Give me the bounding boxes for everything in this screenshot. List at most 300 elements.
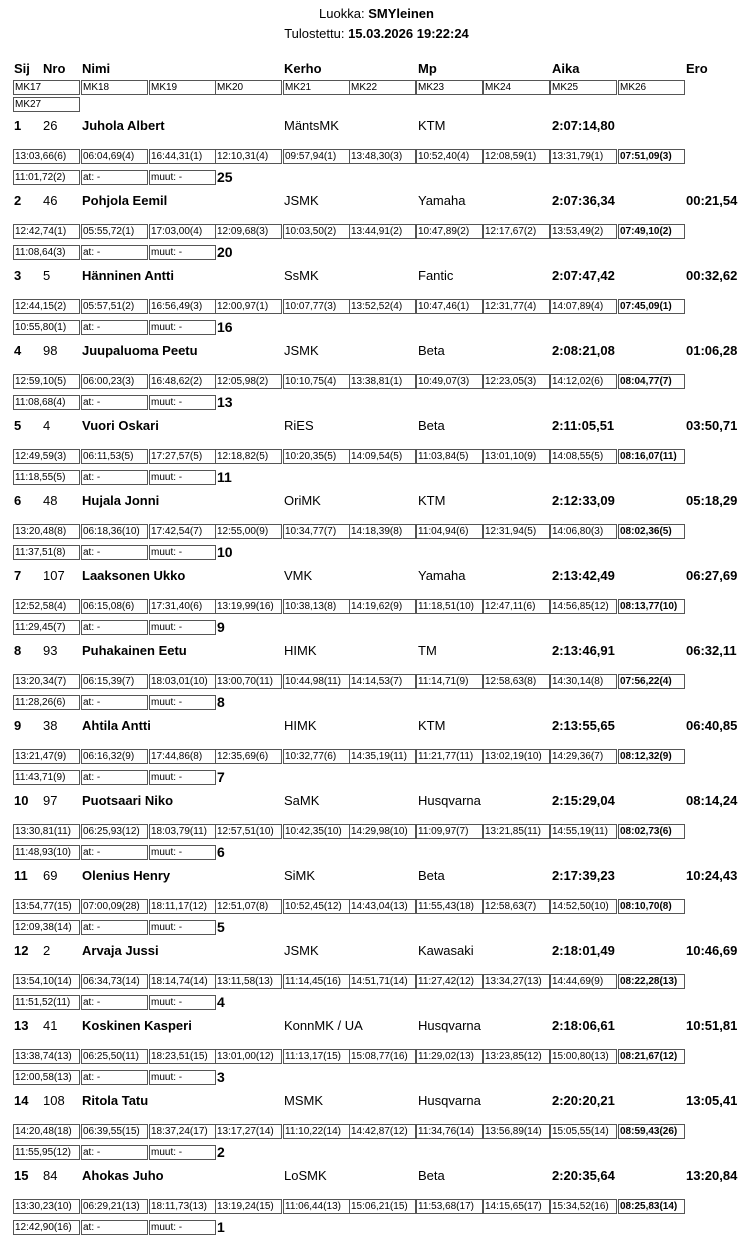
- muut-box: muut: -: [149, 1070, 216, 1085]
- row-gap: 03:50,71: [686, 418, 738, 433]
- lap-time: 10:44,98(11): [283, 674, 350, 689]
- row-gap: 08:14,24: [686, 793, 738, 808]
- lap-time: 14:30,14(8): [550, 674, 617, 689]
- lap-time: 06:18,36(10): [81, 524, 148, 539]
- lap-time: 14:44,69(9): [550, 974, 617, 989]
- lap-time: 14:52,50(10): [550, 899, 617, 914]
- row-name: Olenius Henry: [82, 868, 171, 883]
- muut-box: muut: -: [149, 320, 216, 335]
- row-name: Arvaja Jussi: [82, 943, 159, 958]
- row-points: 16: [217, 319, 233, 335]
- row-name: Pohjola Eemil: [82, 193, 168, 208]
- row-pos: 4: [14, 343, 22, 358]
- row-time: 2:18:06,61: [552, 1018, 615, 1033]
- lap-time: 13:19,24(15): [215, 1199, 282, 1214]
- row-points: 11: [217, 469, 232, 485]
- lap-time: 13:20,34(7): [13, 674, 80, 689]
- lap-time: 18:11,73(13): [149, 1199, 216, 1214]
- lap-time: 06:25,50(11): [81, 1049, 148, 1064]
- lap-time: 10:52,40(4): [416, 149, 483, 164]
- lap-time: 12:23,05(3): [483, 374, 550, 389]
- lap-time: 14:51,71(14): [349, 974, 416, 989]
- lap-header: MK19: [149, 80, 216, 95]
- row-pos: 12: [14, 943, 29, 958]
- lap-time: 11:55,95(12): [13, 1145, 80, 1160]
- lap-time: 13:19,99(16): [215, 599, 282, 614]
- lap-time: 12:09,38(14): [13, 920, 80, 935]
- row-points: 10: [217, 544, 233, 560]
- lap-time: 08:25,83(14): [618, 1199, 685, 1214]
- lap-time: 10:55,80(1): [13, 320, 80, 335]
- lap-time: 14:06,80(3): [550, 524, 617, 539]
- lap-time: 11:14,71(9): [416, 674, 483, 689]
- lap-time: 13:38,81(1): [349, 374, 416, 389]
- muut-box: muut: -: [149, 245, 216, 260]
- lap-time: 08:22,28(13): [618, 974, 685, 989]
- lap-time: 07:49,10(2): [618, 224, 685, 239]
- lap-time: 12:58,63(8): [483, 674, 550, 689]
- lap-time: 12:31,94(5): [483, 524, 550, 539]
- lap-time: 15:06,21(15): [349, 1199, 416, 1214]
- at-box: at: -: [81, 170, 148, 185]
- lap-time: 15:08,77(16): [349, 1049, 416, 1064]
- lap-header: MK24: [483, 80, 550, 95]
- muut-box: muut: -: [149, 1145, 216, 1160]
- lap-time: 12:09,68(3): [215, 224, 282, 239]
- lap-time: 10:42,35(10): [283, 824, 350, 839]
- lap-time: 06:25,93(12): [81, 824, 148, 839]
- lap-time: 12:55,00(9): [215, 524, 282, 539]
- row-name: Puhakainen Eetu: [82, 643, 187, 658]
- lap-time: 18:03,01(10): [149, 674, 216, 689]
- row-bike: Beta: [418, 868, 445, 883]
- row-points: 8: [217, 694, 225, 710]
- row-points: 2: [217, 1144, 225, 1160]
- at-box: at: -: [81, 245, 148, 260]
- lap-time: 17:27,57(5): [149, 449, 216, 464]
- row-gap: 10:51,81: [686, 1018, 738, 1033]
- lap-time: 17:44,86(8): [149, 749, 216, 764]
- lap-time: 10:38,13(8): [283, 599, 350, 614]
- lap-header: MK22: [349, 80, 416, 95]
- row-bike: Beta: [418, 418, 445, 433]
- lap-time: 11:29,45(7): [13, 620, 80, 635]
- lap-time: 14:55,19(11): [550, 824, 617, 839]
- lap-time: 13:01,10(9): [483, 449, 550, 464]
- lap-time: 05:57,51(2): [81, 299, 148, 314]
- row-club: SiMK: [284, 868, 316, 883]
- lap-time: 14:18,39(8): [349, 524, 416, 539]
- lap-time: 13:48,30(3): [349, 149, 416, 164]
- lap-time: 06:11,53(5): [81, 449, 148, 464]
- row-time: 2:13:42,49: [552, 568, 615, 583]
- row-name: Juupaluoma Peetu: [82, 343, 198, 358]
- row-time: 2:07:36,34: [552, 193, 615, 208]
- lap-time: 11:34,76(14): [416, 1124, 483, 1139]
- lap-time: 11:13,17(15): [283, 1049, 350, 1064]
- lap-time: 14:29,36(7): [550, 749, 617, 764]
- col-pos: Sij: [14, 61, 30, 76]
- lap-time: 11:14,45(16): [283, 974, 350, 989]
- lap-time: 13:21,47(9): [13, 749, 80, 764]
- row-time: 2:18:01,49: [552, 943, 615, 958]
- printed-label: Tulostettu:: [284, 26, 345, 41]
- lap-time: 12:51,07(8): [215, 899, 282, 914]
- row-name: Hänninen Antti: [82, 268, 174, 283]
- row-club: RiES: [284, 418, 314, 433]
- lap-time: 10:49,07(3): [416, 374, 483, 389]
- row-club: MäntsMK: [284, 118, 339, 133]
- row-pos: 5: [14, 418, 22, 433]
- muut-box: muut: -: [149, 395, 216, 410]
- row-gap: 13:20,84: [686, 1168, 738, 1183]
- row-num: 84: [43, 1168, 58, 1183]
- lap-time: 08:12,32(9): [618, 749, 685, 764]
- lap-time: 12:35,69(6): [215, 749, 282, 764]
- lap-time: 13:03,66(6): [13, 149, 80, 164]
- lap-time: 15:05,55(14): [550, 1124, 617, 1139]
- at-box: at: -: [81, 920, 148, 935]
- muut-box: muut: -: [149, 170, 216, 185]
- lap-time: 12:17,67(2): [483, 224, 550, 239]
- row-name: Laaksonen Ukko: [82, 568, 186, 583]
- lap-time: 13:23,85(12): [483, 1049, 550, 1064]
- muut-box: muut: -: [149, 1220, 216, 1235]
- row-time: 2:13:55,65: [552, 718, 615, 733]
- lap-time: 11:01,72(2): [13, 170, 80, 185]
- lap-time: 16:44,31(1): [149, 149, 216, 164]
- row-num: 2: [43, 943, 51, 958]
- row-gap: 06:27,69: [686, 568, 738, 583]
- lap-time: 06:29,21(13): [81, 1199, 148, 1214]
- row-time: 2:20:20,21: [552, 1093, 615, 1108]
- at-box: at: -: [81, 545, 148, 560]
- lap-time: 12:47,11(6): [483, 599, 550, 614]
- at-box: at: -: [81, 770, 148, 785]
- at-box: at: -: [81, 695, 148, 710]
- lap-time: 14:08,55(5): [550, 449, 617, 464]
- row-points: 4: [217, 994, 225, 1010]
- row-num: 26: [43, 118, 58, 133]
- row-bike: TM: [418, 643, 437, 658]
- row-time: 2:07:47,42: [552, 268, 615, 283]
- row-num: 4: [43, 418, 51, 433]
- row-points: 6: [217, 844, 225, 860]
- at-box: at: -: [81, 845, 148, 860]
- row-club: HIMK: [284, 718, 317, 733]
- row-num: 107: [43, 568, 65, 583]
- lap-time: 18:11,17(12): [149, 899, 216, 914]
- lap-time: 12:00,58(13): [13, 1070, 80, 1085]
- class-line: [0, 6, 753, 21]
- lap-time: 13:21,85(11): [483, 824, 550, 839]
- lap-time: 07:51,09(3): [618, 149, 685, 164]
- lap-time: 15:34,52(16): [550, 1199, 617, 1214]
- lap-time: 11:43,71(9): [13, 770, 80, 785]
- lap-time: 06:34,73(14): [81, 974, 148, 989]
- row-time: 2:13:46,91: [552, 643, 615, 658]
- row-bike: Beta: [418, 343, 445, 358]
- row-pos: 7: [14, 568, 22, 583]
- lap-time: 14:09,54(5): [349, 449, 416, 464]
- row-num: 69: [43, 868, 58, 883]
- at-box: at: -: [81, 1220, 148, 1235]
- row-points: 13: [217, 394, 233, 410]
- lap-time: 11:04,94(6): [416, 524, 483, 539]
- lap-time: 06:15,39(7): [81, 674, 148, 689]
- lap-time: 09:57,94(1): [283, 149, 350, 164]
- lap-time: 10:10,75(4): [283, 374, 350, 389]
- lap-time: 12:42,74(1): [13, 224, 80, 239]
- lap-time: 11:37,51(8): [13, 545, 80, 560]
- lap-time: 12:49,59(3): [13, 449, 80, 464]
- lap-time: 08:02,73(6): [618, 824, 685, 839]
- row-club: JSMK: [284, 943, 319, 958]
- row-bike: Yamaha: [418, 193, 466, 208]
- row-bike: Husqvarna: [418, 1018, 481, 1033]
- lap-time: 06:15,08(6): [81, 599, 148, 614]
- lap-time: 10:47,46(1): [416, 299, 483, 314]
- lap-time: 08:02,36(5): [618, 524, 685, 539]
- row-name: Vuori Oskari: [82, 418, 159, 433]
- lap-time: 12:08,59(1): [483, 149, 550, 164]
- row-bike: KTM: [418, 118, 446, 133]
- row-club: MSMK: [284, 1093, 323, 1108]
- lap-time: 08:59,43(26): [618, 1124, 685, 1139]
- lap-time: 10:03,50(2): [283, 224, 350, 239]
- row-points: 25: [217, 169, 233, 185]
- lap-time: 08:21,67(12): [618, 1049, 685, 1064]
- row-name: Koskinen Kasperi: [82, 1018, 192, 1033]
- row-club: VMK: [284, 568, 313, 583]
- lap-time: 13:30,81(11): [13, 824, 80, 839]
- row-bike: Husqvarna: [418, 793, 481, 808]
- lap-time: 13:54,77(15): [13, 899, 80, 914]
- lap-time: 13:34,27(13): [483, 974, 550, 989]
- lap-time: 06:04,69(4): [81, 149, 148, 164]
- lap-time: 12:00,97(1): [215, 299, 282, 314]
- printed-value: 15.03.2026 19:22:24: [348, 26, 469, 41]
- row-time: 2:20:35,64: [552, 1168, 615, 1183]
- row-gap: 13:05,41: [686, 1093, 738, 1108]
- row-name: Ritola Tatu: [82, 1093, 149, 1108]
- muut-box: muut: -: [149, 545, 216, 560]
- lap-time: 13:31,79(1): [550, 149, 617, 164]
- row-num: 98: [43, 343, 58, 358]
- lap-time: 17:03,00(4): [149, 224, 216, 239]
- lap-time: 11:29,02(13): [416, 1049, 483, 1064]
- row-gap: 06:32,11: [686, 643, 737, 658]
- lap-time: 12:52,58(4): [13, 599, 80, 614]
- row-num: 108: [43, 1093, 65, 1108]
- row-name: Puotsaari Niko: [82, 793, 174, 808]
- lap-time: 12:10,31(4): [215, 149, 282, 164]
- lap-time: 14:12,02(6): [550, 374, 617, 389]
- row-num: 41: [43, 1018, 58, 1033]
- col-bike: Mp: [418, 61, 437, 76]
- row-name: Ahtila Antti: [82, 718, 151, 733]
- lap-time: 18:14,74(14): [149, 974, 216, 989]
- row-pos: 15: [14, 1168, 29, 1183]
- lap-time: 11:27,42(12): [416, 974, 483, 989]
- lap-time: 12:05,98(2): [215, 374, 282, 389]
- at-box: at: -: [81, 395, 148, 410]
- at-box: at: -: [81, 1070, 148, 1085]
- row-name: Juhola Albert: [82, 118, 165, 133]
- lap-time: 11:10,22(14): [283, 1124, 350, 1139]
- row-points: 9: [217, 619, 225, 635]
- row-pos: 11: [14, 868, 28, 883]
- row-club: LoSMK: [284, 1168, 327, 1183]
- lap-time: 11:48,93(10): [13, 845, 80, 860]
- muut-box: muut: -: [149, 770, 216, 785]
- muut-box: muut: -: [149, 620, 216, 635]
- row-gap: 01:06,28: [686, 343, 738, 358]
- row-club: SaMK: [284, 793, 320, 808]
- lap-header: MK20: [215, 80, 282, 95]
- lap-time: 18:23,51(15): [149, 1049, 216, 1064]
- row-bike: Husqvarna: [418, 1093, 481, 1108]
- lap-time: 13:17,27(14): [215, 1124, 282, 1139]
- row-points: 5: [217, 919, 225, 935]
- row-num: 93: [43, 643, 58, 658]
- row-num: 5: [43, 268, 51, 283]
- lap-header: MK26: [618, 80, 685, 95]
- row-time: 2:17:39,23: [552, 868, 615, 883]
- lap-time: 13:00,70(11): [215, 674, 282, 689]
- lap-time: 10:47,89(2): [416, 224, 483, 239]
- row-pos: 9: [14, 718, 22, 733]
- lap-time: 08:13,77(10): [618, 599, 685, 614]
- lap-time: 13:38,74(13): [13, 1049, 80, 1064]
- lap-time: 11:03,84(5): [416, 449, 483, 464]
- row-time: 2:08:21,08: [552, 343, 615, 358]
- lap-time: 14:29,98(10): [349, 824, 416, 839]
- row-gap: 00:32,62: [686, 268, 738, 283]
- lap-header: MK21: [283, 80, 350, 95]
- row-gap: 05:18,29: [686, 493, 738, 508]
- lap-time: 11:09,97(7): [416, 824, 483, 839]
- row-points: 20: [217, 244, 233, 260]
- lap-time: 13:44,91(2): [349, 224, 416, 239]
- lap-time: 06:00,23(3): [81, 374, 148, 389]
- at-box: at: -: [81, 470, 148, 485]
- lap-time: 14:35,19(11): [349, 749, 416, 764]
- lap-time: 13:56,89(14): [483, 1124, 550, 1139]
- lap-time: 11:53,68(17): [416, 1199, 483, 1214]
- row-num: 38: [43, 718, 58, 733]
- row-gap: 06:40,85: [686, 718, 738, 733]
- lap-time: 16:56,49(3): [149, 299, 216, 314]
- lap-time: 08:04,77(7): [618, 374, 685, 389]
- muut-box: muut: -: [149, 995, 216, 1010]
- lap-time: 11:08,64(3): [13, 245, 80, 260]
- lap-time: 13:02,19(10): [483, 749, 550, 764]
- lap-time: 07:56,22(4): [618, 674, 685, 689]
- class-label: Luokka:: [319, 6, 365, 21]
- row-pos: 13: [14, 1018, 29, 1033]
- muut-box: muut: -: [149, 845, 216, 860]
- muut-box: muut: -: [149, 695, 216, 710]
- lap-header: MK18: [81, 80, 148, 95]
- lap-time: 17:31,40(6): [149, 599, 216, 614]
- muut-box: muut: -: [149, 470, 216, 485]
- lap-time: 10:32,77(6): [283, 749, 350, 764]
- row-club: KonnMK / UA: [284, 1018, 363, 1033]
- row-points: 7: [217, 769, 225, 785]
- col-time: Aika: [552, 61, 580, 76]
- lap-time: 11:51,52(11): [13, 995, 80, 1010]
- row-time: 2:12:33,09: [552, 493, 615, 508]
- row-points: 3: [217, 1069, 225, 1085]
- lap-time: 07:00,09(28): [81, 899, 148, 914]
- lap-time: 18:03,79(11): [149, 824, 216, 839]
- lap-time: 13:54,10(14): [13, 974, 80, 989]
- lap-time: 14:15,65(17): [483, 1199, 550, 1214]
- row-club: JSMK: [284, 343, 319, 358]
- row-bike: KTM: [418, 718, 446, 733]
- lap-time: 12:42,90(16): [13, 1220, 80, 1235]
- lap-time: 08:16,07(11): [618, 449, 685, 464]
- lap-time: 14:19,62(9): [349, 599, 416, 614]
- row-bike: Kawasaki: [418, 943, 474, 958]
- at-box: at: -: [81, 1145, 148, 1160]
- lap-time: 11:18,55(5): [13, 470, 80, 485]
- lap-time: 13:20,48(8): [13, 524, 80, 539]
- row-club: HIMK: [284, 643, 317, 658]
- lap-time: 11:06,44(13): [283, 1199, 350, 1214]
- muut-box: muut: -: [149, 920, 216, 935]
- at-box: at: -: [81, 320, 148, 335]
- lap-time: 11:18,51(10): [416, 599, 483, 614]
- lap-time: 18:37,24(17): [149, 1124, 216, 1139]
- lap-time: 17:42,54(7): [149, 524, 216, 539]
- lap-time: 14:07,89(4): [550, 299, 617, 314]
- lap-time: 12:44,15(2): [13, 299, 80, 314]
- row-num: 97: [43, 793, 58, 808]
- row-pos: 14: [14, 1093, 29, 1108]
- lap-header: MK17: [13, 80, 80, 95]
- lap-time: 10:34,77(7): [283, 524, 350, 539]
- at-box: at: -: [81, 620, 148, 635]
- row-bike: Fantic: [418, 268, 454, 283]
- lap-time: 05:55,72(1): [81, 224, 148, 239]
- col-name: Nimi: [82, 61, 111, 76]
- at-box: at: -: [81, 995, 148, 1010]
- lap-header: MK27: [13, 97, 80, 112]
- lap-time: 07:45,09(1): [618, 299, 685, 314]
- col-gap: Ero: [686, 61, 708, 76]
- lap-time: 11:55,43(18): [416, 899, 483, 914]
- lap-time: 11:21,77(11): [416, 749, 483, 764]
- row-pos: 3: [14, 268, 22, 283]
- row-pos: 2: [14, 193, 22, 208]
- row-time: 2:07:14,80: [552, 118, 615, 133]
- printed-line: [0, 26, 753, 41]
- lap-time: 15:00,80(13): [550, 1049, 617, 1064]
- class-value: SMYleinen: [368, 6, 434, 21]
- row-club: JSMK: [284, 193, 319, 208]
- lap-time: 13:52,52(4): [349, 299, 416, 314]
- lap-time: 13:11,58(13): [215, 974, 282, 989]
- row-gap: 10:46,69: [686, 943, 738, 958]
- row-name: Ahokas Juho: [82, 1168, 164, 1183]
- row-num: 46: [43, 193, 58, 208]
- row-pos: 8: [14, 643, 22, 658]
- row-name: Hujala Jonni: [82, 493, 160, 508]
- lap-header: MK25: [550, 80, 617, 95]
- lap-time: 16:48,62(2): [149, 374, 216, 389]
